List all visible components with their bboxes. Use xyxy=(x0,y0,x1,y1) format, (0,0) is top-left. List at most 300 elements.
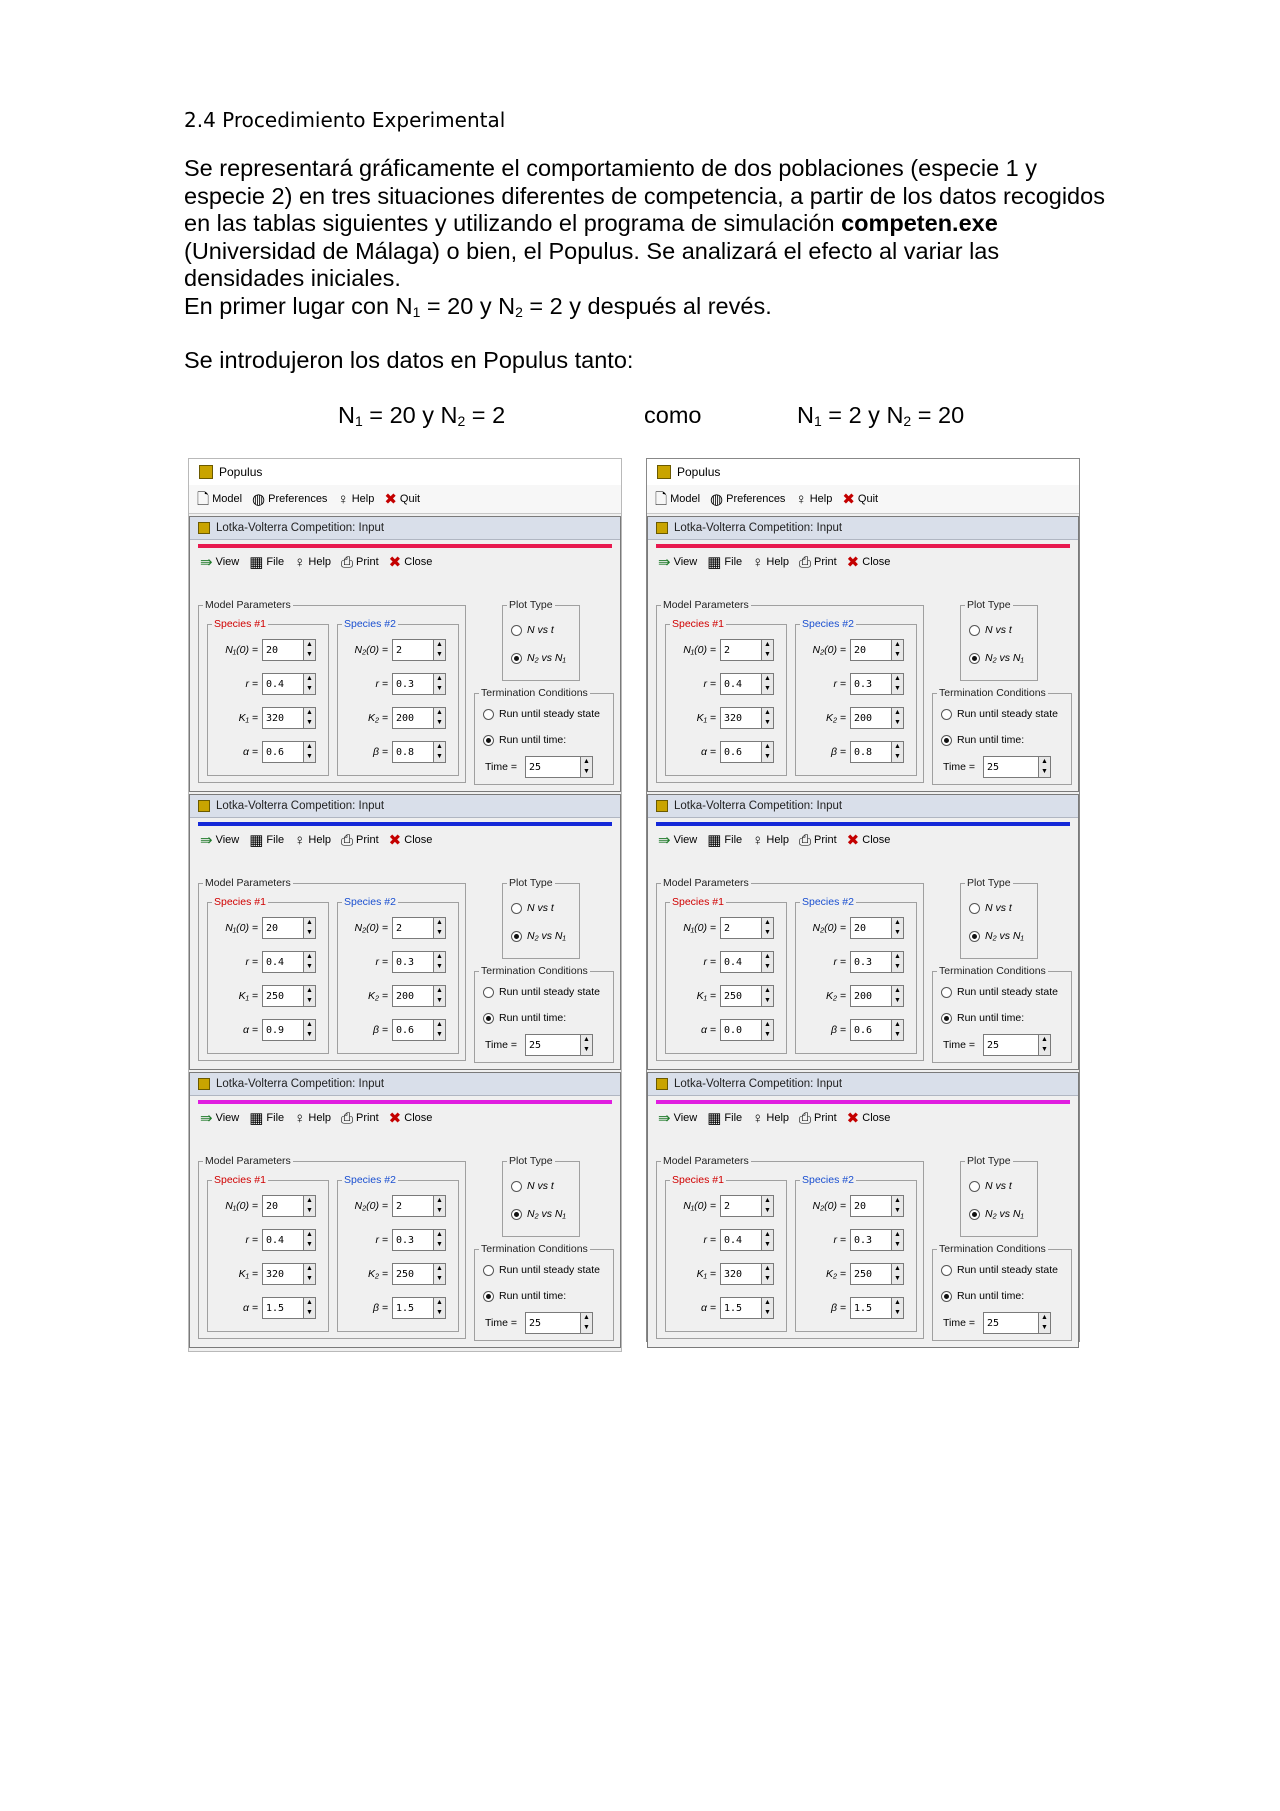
k2-spinner[interactable]: ▲ ▼ xyxy=(892,985,904,1007)
print-button[interactable] xyxy=(341,833,379,848)
k1-input[interactable]: 320 xyxy=(720,707,762,729)
window-title: Lotka-Volterra Competition: Input xyxy=(216,800,385,812)
run-steady-radio[interactable] xyxy=(483,1264,600,1276)
termination-group xyxy=(474,1243,614,1341)
file-button[interactable] xyxy=(249,1111,284,1126)
n2-input[interactable]: 20 xyxy=(850,917,892,939)
alpha-input[interactable]: 0.9 xyxy=(262,1019,304,1041)
n1-row xyxy=(672,917,774,939)
n1-input[interactable]: 2 xyxy=(720,917,762,939)
run-steady-radio[interactable] xyxy=(941,708,1058,720)
r2-spinner[interactable]: ▲ ▼ xyxy=(892,673,904,695)
run-steady-radio[interactable] xyxy=(483,708,600,720)
plot-n2n1-radio[interactable] xyxy=(969,930,1024,942)
k2-input[interactable]: 200 xyxy=(850,985,892,1007)
menu-quit-label: Quit xyxy=(857,493,879,505)
menu-model-label: Model xyxy=(212,493,243,505)
view-button[interactable] xyxy=(658,1111,697,1126)
k2-input[interactable]: 250 xyxy=(392,1263,434,1285)
species1-group xyxy=(207,618,329,776)
menu-help-label: Help xyxy=(351,493,375,505)
app-menubar xyxy=(189,485,621,514)
alpha-row xyxy=(214,1019,316,1041)
run-steady-label: Run until steady state xyxy=(499,986,600,998)
file-button[interactable] xyxy=(707,1111,742,1126)
help-label: Help xyxy=(766,834,790,846)
beta-spinner[interactable]: ▲ ▼ xyxy=(434,741,446,763)
n2-label: N₂(0) = xyxy=(812,644,846,656)
radio-off xyxy=(483,987,494,998)
r1-spinner[interactable]: ▲ ▼ xyxy=(762,673,774,695)
radio-off xyxy=(969,625,980,636)
plot-nt-label: N vs t xyxy=(985,902,1012,914)
r2-label: r = xyxy=(375,1234,388,1246)
alpha-spinner[interactable]: ▲ ▼ xyxy=(304,1019,316,1041)
close-x-icon: ✖ xyxy=(846,831,860,849)
k1-row xyxy=(214,1263,316,1285)
k1-input[interactable]: 320 xyxy=(262,707,304,729)
termination-label: Termination Conditions xyxy=(481,687,588,699)
r2-row xyxy=(802,673,904,695)
plot-type-group xyxy=(502,599,580,681)
time-input[interactable]: 25 xyxy=(983,1034,1039,1056)
app-menubar xyxy=(647,485,1079,514)
n1-input[interactable]: 20 xyxy=(262,639,304,661)
beta-spinner[interactable]: ▲ ▼ xyxy=(892,741,904,763)
caption-left-sub1: 1 xyxy=(354,413,363,429)
window-toolbar xyxy=(190,826,620,854)
plot-n2n1-radio[interactable] xyxy=(969,652,1024,664)
r1-input[interactable]: 0.4 xyxy=(262,673,304,695)
k2-input[interactable]: 250 xyxy=(850,1263,892,1285)
print-button[interactable] xyxy=(799,555,837,570)
n2-spinner[interactable]: ▲ ▼ xyxy=(892,639,904,661)
populus-window-icon xyxy=(198,522,210,534)
view-button[interactable] xyxy=(658,555,697,570)
time-label: Time = xyxy=(943,1317,975,1329)
k2-spinner[interactable]: ▲ ▼ xyxy=(892,707,904,729)
file-button[interactable] xyxy=(249,833,284,848)
radio-on xyxy=(511,1209,522,1220)
n1-label: N₁(0) = xyxy=(683,922,716,934)
k1-spinner[interactable]: ▲ ▼ xyxy=(304,707,316,729)
k2-label: K₂ = xyxy=(367,712,388,724)
run-time-radio[interactable] xyxy=(483,1290,566,1302)
plot-n2n1-label: N₂ vs N₁ xyxy=(527,930,566,942)
close-button[interactable] xyxy=(847,1111,891,1126)
help-label: Help xyxy=(308,834,332,846)
file-button[interactable] xyxy=(249,555,284,570)
r2-spinner[interactable]: ▲ ▼ xyxy=(434,1229,446,1251)
time-spinner[interactable]: ▲ ▼ xyxy=(1039,1312,1051,1334)
help-button[interactable] xyxy=(752,1111,789,1126)
caption-middle: como xyxy=(644,402,702,428)
n2-spinner[interactable]: ▲ ▼ xyxy=(434,639,446,661)
k1-spinner[interactable]: ▲ ▼ xyxy=(304,985,316,1007)
n2-input[interactable]: 20 xyxy=(850,1195,892,1217)
close-button[interactable] xyxy=(847,833,891,848)
time-label: Time = xyxy=(943,1039,975,1051)
species1-label: Species #1 xyxy=(672,896,724,908)
view-button[interactable] xyxy=(658,833,697,848)
plot-n2n1-radio[interactable] xyxy=(511,1208,566,1220)
n1-spinner[interactable]: ▲ ▼ xyxy=(762,639,774,661)
plot-n2n1-label: N₂ vs N₁ xyxy=(985,1208,1024,1220)
palette-icon: ◍ xyxy=(252,490,266,508)
menu-model[interactable] xyxy=(197,492,242,507)
beta-spinner[interactable]: ▲ ▼ xyxy=(892,1019,904,1041)
close-button[interactable] xyxy=(389,555,433,570)
alpha-input[interactable]: 1.5 xyxy=(262,1297,304,1319)
alpha-label: α = xyxy=(242,746,258,758)
r1-label: r = xyxy=(245,956,258,968)
close-button[interactable] xyxy=(389,833,433,848)
alpha-label: α = xyxy=(700,1302,716,1314)
r1-input[interactable]: 0.4 xyxy=(720,1229,762,1251)
alpha-label: α = xyxy=(242,1302,258,1314)
n1-row xyxy=(214,639,316,661)
print-button[interactable] xyxy=(799,1111,837,1126)
r1-row xyxy=(214,951,316,973)
beta-input[interactable]: 0.6 xyxy=(850,1019,892,1041)
plot-n2n1-radio[interactable] xyxy=(969,1208,1024,1220)
species2-label: Species #2 xyxy=(344,896,396,908)
floppy-icon: ▦ xyxy=(707,831,722,849)
n2-row xyxy=(802,639,904,661)
menu-model[interactable] xyxy=(655,492,700,507)
k2-spinner[interactable]: ▲ ▼ xyxy=(434,985,446,1007)
caption-left-sub2: 2 xyxy=(457,413,466,429)
n2-spinner[interactable]: ▲ ▼ xyxy=(434,1195,446,1217)
time-row xyxy=(943,1034,1051,1056)
arrows-icon: ⇛ xyxy=(200,553,213,571)
help-button[interactable] xyxy=(294,555,331,570)
r1-spinner[interactable]: ▲ ▼ xyxy=(304,1229,316,1251)
plot-nt-label: N vs t xyxy=(527,902,554,914)
n2-spinner[interactable]: ▲ ▼ xyxy=(892,917,904,939)
plot-nt-radio[interactable] xyxy=(511,624,554,636)
time-input[interactable]: 25 xyxy=(983,756,1039,778)
beta-label: β = xyxy=(830,746,846,758)
r2-spinner[interactable]: ▲ ▼ xyxy=(434,673,446,695)
time-spinner[interactable]: ▲ ▼ xyxy=(1039,756,1051,778)
lv-input-window-2 xyxy=(647,794,1079,1070)
close-button[interactable] xyxy=(847,555,891,570)
species2-group xyxy=(795,896,917,1054)
file-button[interactable] xyxy=(707,833,742,848)
k1-label: K₁ = xyxy=(696,712,716,724)
r2-spinner[interactable]: ▲ ▼ xyxy=(434,951,446,973)
plot-n2n1-radio[interactable] xyxy=(511,930,566,942)
plot-nt-radio[interactable] xyxy=(969,1180,1012,1192)
n1-input[interactable]: 2 xyxy=(720,1195,762,1217)
view-button[interactable] xyxy=(200,555,239,570)
radio-off xyxy=(969,903,980,914)
k1-spinner[interactable]: ▲ ▼ xyxy=(762,707,774,729)
beta-input[interactable]: 0.8 xyxy=(850,741,892,763)
run-time-radio[interactable] xyxy=(483,1012,566,1024)
n2-input[interactable]: 2 xyxy=(392,639,434,661)
populus-window-icon xyxy=(656,522,668,534)
r1-spinner[interactable]: ▲ ▼ xyxy=(304,951,316,973)
r2-input[interactable]: 0.3 xyxy=(392,673,434,695)
floppy-icon: ▦ xyxy=(249,553,264,571)
caption-right-sub2: 2 xyxy=(903,413,912,429)
r2-spinner[interactable]: ▲ ▼ xyxy=(892,1229,904,1251)
n2-input[interactable]: 2 xyxy=(392,917,434,939)
file-label: File xyxy=(266,1112,285,1124)
k1-input[interactable]: 320 xyxy=(262,1263,304,1285)
n1-spinner[interactable]: ▲ ▼ xyxy=(762,1195,774,1217)
radio-on xyxy=(483,735,494,746)
plot-n2n1-radio[interactable] xyxy=(511,652,566,664)
time-row xyxy=(485,756,593,778)
plot-nt-radio[interactable] xyxy=(511,902,554,914)
run-steady-radio[interactable] xyxy=(941,1264,1058,1276)
n2-row xyxy=(344,1195,446,1217)
r2-spinner[interactable]: ▲ ▼ xyxy=(892,951,904,973)
r1-input[interactable]: 0.4 xyxy=(262,951,304,973)
r1-spinner[interactable]: ▲ ▼ xyxy=(762,951,774,973)
view-button[interactable] xyxy=(200,1111,239,1126)
k2-spinner[interactable]: ▲ ▼ xyxy=(434,1263,446,1285)
n1-input[interactable]: 2 xyxy=(720,639,762,661)
print-button[interactable] xyxy=(341,555,379,570)
view-button[interactable] xyxy=(200,833,239,848)
n2-spinner[interactable]: ▲ ▼ xyxy=(892,1195,904,1217)
run-steady-label: Run until steady state xyxy=(957,986,1058,998)
k2-input[interactable]: 200 xyxy=(392,985,434,1007)
termination-group xyxy=(932,687,1072,785)
time-spinner[interactable]: ▲ ▼ xyxy=(581,756,593,778)
n2-row xyxy=(344,639,446,661)
radio-off xyxy=(511,903,522,914)
populus-window-icon xyxy=(198,1078,210,1090)
time-input[interactable]: 25 xyxy=(525,1312,581,1334)
species1-group xyxy=(665,1174,787,1332)
window-toolbar xyxy=(648,548,1078,576)
menu-quit[interactable] xyxy=(384,492,420,507)
close-button[interactable] xyxy=(389,1111,433,1126)
plot-nt-radio[interactable] xyxy=(969,902,1012,914)
beta-row xyxy=(802,741,904,763)
menu-preferences[interactable] xyxy=(710,492,785,507)
app-title: Populus xyxy=(677,465,721,479)
r2-input[interactable]: 0.3 xyxy=(850,673,892,695)
plot-nt-radio[interactable] xyxy=(511,1180,554,1192)
plot-type-group xyxy=(502,1155,580,1237)
k1-input[interactable]: 320 xyxy=(720,1263,762,1285)
help-button[interactable] xyxy=(294,1111,331,1126)
run-steady-radio[interactable] xyxy=(941,986,1058,998)
beta-input[interactable]: 1.5 xyxy=(392,1297,434,1319)
n1-spinner[interactable]: ▲ ▼ xyxy=(304,917,316,939)
model-parameters-label: Model Parameters xyxy=(205,599,291,611)
beta-input[interactable]: 0.8 xyxy=(392,741,434,763)
r2-label: r = xyxy=(375,678,388,690)
caption-right-b: = 2 y N xyxy=(821,402,904,428)
k2-spinner[interactable]: ▲ ▼ xyxy=(892,1263,904,1285)
termination-group xyxy=(474,965,614,1063)
plot-type-group xyxy=(960,1155,1038,1237)
help-label: Help xyxy=(766,556,790,568)
n1-label: N₁(0) = xyxy=(683,1200,716,1212)
n1-input[interactable]: 20 xyxy=(262,917,304,939)
run-time-radio[interactable] xyxy=(941,734,1024,746)
r2-input[interactable]: 0.3 xyxy=(392,1229,434,1251)
beta-row xyxy=(344,1019,446,1041)
r2-input[interactable]: 0.3 xyxy=(850,951,892,973)
k1-spinner[interactable]: ▲ ▼ xyxy=(304,1263,316,1285)
plot-nt-radio[interactable] xyxy=(969,624,1012,636)
k1-input[interactable]: 250 xyxy=(720,985,762,1007)
alpha-row xyxy=(672,1297,774,1319)
help-button[interactable] xyxy=(294,833,331,848)
r1-label: r = xyxy=(703,956,716,968)
radio-on xyxy=(483,1013,494,1024)
species2-group xyxy=(337,618,459,776)
beta-spinner[interactable]: ▲ ▼ xyxy=(892,1297,904,1319)
termination-label: Termination Conditions xyxy=(939,965,1046,977)
run-time-radio[interactable] xyxy=(941,1012,1024,1024)
n2-row xyxy=(344,917,446,939)
k2-label: K₂ = xyxy=(825,990,846,1002)
plot-type-label: Plot Type xyxy=(509,1155,553,1167)
r1-input[interactable]: 0.4 xyxy=(262,1229,304,1251)
run-steady-radio[interactable] xyxy=(483,986,600,998)
n2-input[interactable]: 2 xyxy=(392,1195,434,1217)
r2-input[interactable]: 0.3 xyxy=(850,1229,892,1251)
print-button[interactable] xyxy=(341,1111,379,1126)
program-name: competen.exe xyxy=(841,210,998,236)
window-title: Lotka-Volterra Competition: Input xyxy=(674,522,843,534)
beta-input[interactable]: 1.5 xyxy=(850,1297,892,1319)
k1-label: K₁ = xyxy=(238,712,258,724)
time-label: Time = xyxy=(943,761,975,773)
n1-spinner[interactable]: ▲ ▼ xyxy=(304,1195,316,1217)
beta-input[interactable]: 0.6 xyxy=(392,1019,434,1041)
menu-model-label: Model xyxy=(670,493,701,505)
menu-help[interactable] xyxy=(795,492,832,507)
help-button[interactable] xyxy=(752,833,789,848)
alpha-spinner[interactable]: ▲ ▼ xyxy=(304,741,316,763)
n2-label: N₂(0) = xyxy=(812,922,846,934)
alpha-input[interactable]: 0.6 xyxy=(262,741,304,763)
r2-input[interactable]: 0.3 xyxy=(392,951,434,973)
menu-help[interactable] xyxy=(337,492,374,507)
window-titlebar xyxy=(648,795,1078,818)
arrows-icon: ⇛ xyxy=(658,831,671,849)
alpha-input[interactable]: 0.0 xyxy=(720,1019,762,1041)
k1-input[interactable]: 250 xyxy=(262,985,304,1007)
k2-spinner[interactable]: ▲ ▼ xyxy=(434,707,446,729)
menu-quit-label: Quit xyxy=(399,493,421,505)
time-input[interactable]: 25 xyxy=(525,756,581,778)
document-icon: 🗋 xyxy=(655,490,668,508)
k2-input[interactable]: 200 xyxy=(392,707,434,729)
print-label: Print xyxy=(814,556,837,568)
lv-input-window-1 xyxy=(647,516,1079,792)
lv-input-window-2 xyxy=(189,794,621,1070)
r1-spinner[interactable]: ▲ ▼ xyxy=(762,1229,774,1251)
lightbulb-icon: ♀ xyxy=(752,1109,764,1127)
n2-spinner[interactable]: ▲ ▼ xyxy=(434,917,446,939)
r1-spinner[interactable]: ▲ ▼ xyxy=(304,673,316,695)
model-parameters-label: Model Parameters xyxy=(205,1155,291,1167)
print-button[interactable] xyxy=(799,833,837,848)
menu-preferences[interactable] xyxy=(252,492,327,507)
help-label: Help xyxy=(308,1112,332,1124)
beta-spinner[interactable]: ▲ ▼ xyxy=(434,1019,446,1041)
plot-nt-label: N vs t xyxy=(985,1180,1012,1192)
time-spinner[interactable]: ▲ ▼ xyxy=(581,1312,593,1334)
alpha-spinner[interactable]: ▲ ▼ xyxy=(762,1019,774,1041)
run-time-label: Run until time: xyxy=(957,734,1025,746)
time-input[interactable]: 25 xyxy=(983,1312,1039,1334)
n1-input[interactable]: 20 xyxy=(262,1195,304,1217)
k2-row xyxy=(802,985,904,1007)
plot-type-group xyxy=(960,877,1038,959)
file-button[interactable] xyxy=(707,555,742,570)
help-button[interactable] xyxy=(752,555,789,570)
radio-on xyxy=(483,1291,494,1302)
run-time-radio[interactable] xyxy=(941,1290,1024,1302)
r1-input[interactable]: 0.4 xyxy=(720,951,762,973)
alpha-spinner[interactable]: ▲ ▼ xyxy=(762,1297,774,1319)
time-spinner[interactable]: ▲ ▼ xyxy=(581,1034,593,1056)
alpha-input[interactable]: 0.6 xyxy=(720,741,762,763)
plot-n2n1-label: N₂ vs N₁ xyxy=(527,1208,566,1220)
alpha-spinner[interactable]: ▲ ▼ xyxy=(304,1297,316,1319)
alpha-input[interactable]: 1.5 xyxy=(720,1297,762,1319)
window-title: Lotka-Volterra Competition: Input xyxy=(674,800,843,812)
run-time-label: Run until time: xyxy=(499,1290,567,1302)
menu-preferences-label: Preferences xyxy=(726,493,786,505)
time-input[interactable]: 25 xyxy=(525,1034,581,1056)
k2-input[interactable]: 200 xyxy=(850,707,892,729)
window-titlebar xyxy=(648,1073,1078,1096)
printer-icon: ⎙ xyxy=(341,1109,354,1127)
n2-input[interactable]: 20 xyxy=(850,639,892,661)
beta-spinner[interactable]: ▲ ▼ xyxy=(434,1297,446,1319)
help-label: Help xyxy=(766,1112,790,1124)
close-x-icon: ✖ xyxy=(842,490,855,508)
para-sub-1: 1 xyxy=(412,303,421,320)
k1-spinner[interactable]: ▲ ▼ xyxy=(762,985,774,1007)
menu-help-label: Help xyxy=(809,493,833,505)
termination-label: Termination Conditions xyxy=(939,1243,1046,1255)
radio-off xyxy=(941,709,952,720)
menu-quit[interactable] xyxy=(842,492,878,507)
r1-input[interactable]: 0.4 xyxy=(720,673,762,695)
radio-off xyxy=(941,987,952,998)
run-steady-label: Run until steady state xyxy=(957,708,1058,720)
model-parameters-group xyxy=(198,1155,466,1339)
run-steady-label: Run until steady state xyxy=(957,1264,1058,1276)
species2-label: Species #2 xyxy=(802,618,854,630)
n1-spinner[interactable]: ▲ ▼ xyxy=(762,917,774,939)
run-time-radio[interactable] xyxy=(483,734,566,746)
alpha-label: α = xyxy=(242,1024,258,1036)
n1-spinner[interactable]: ▲ ▼ xyxy=(304,639,316,661)
beta-row xyxy=(802,1019,904,1041)
beta-label: β = xyxy=(830,1024,846,1036)
time-spinner[interactable]: ▲ ▼ xyxy=(1039,1034,1051,1056)
k1-spinner[interactable]: ▲ ▼ xyxy=(762,1263,774,1285)
window-titlebar xyxy=(190,517,620,540)
species1-group xyxy=(665,618,787,776)
alpha-spinner[interactable]: ▲ ▼ xyxy=(762,741,774,763)
